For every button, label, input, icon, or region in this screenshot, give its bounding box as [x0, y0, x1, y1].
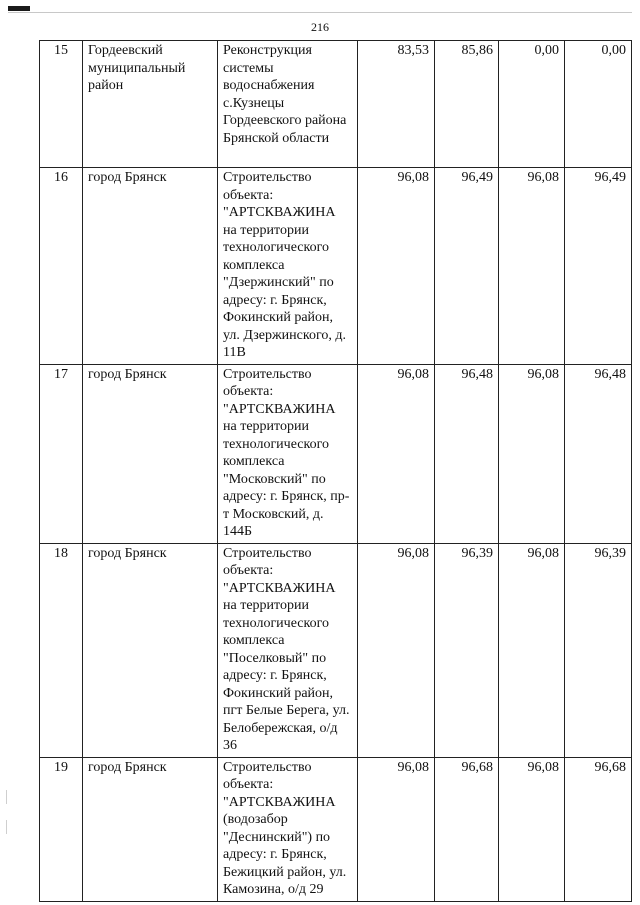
value-cell: 0,00	[565, 41, 632, 168]
scan-corner-mark	[8, 6, 30, 11]
objects-table	[39, 40, 632, 902]
municipality-cell: город Брянск	[83, 364, 218, 543]
row-number: 18	[40, 543, 83, 757]
value-cell: 85,86	[435, 41, 499, 168]
row-number: 15	[40, 41, 83, 168]
value-cell: 0,00	[499, 41, 565, 168]
value-cell: 96,08	[499, 364, 565, 543]
municipality-cell: Гордеевский муниципальный район	[83, 41, 218, 168]
value-cell: 83,53	[358, 41, 435, 168]
value-cell: 96,49	[565, 168, 632, 365]
value-cell: 96,08	[358, 543, 435, 757]
value-cell: 96,08	[358, 364, 435, 543]
value-cell: 96,39	[435, 543, 499, 757]
page-number: 216	[311, 20, 329, 34]
municipality-cell: город Брянск	[83, 543, 218, 757]
object-cell: Строительство объекта: "АРТСКВАЖИНА (водозабор "Деснинский") по адресу: г. Брянск, Бежицкий район, ул. Камозина, о/д 29	[218, 757, 358, 901]
table-row	[40, 543, 632, 757]
value-cell: 96,68	[565, 757, 632, 901]
value-cell: 96,08	[499, 757, 565, 901]
value-cell: 96,39	[565, 543, 632, 757]
row-number: 17	[40, 364, 83, 543]
value-cell: 96,48	[435, 364, 499, 543]
value-cell: 96,08	[499, 168, 565, 365]
value-cell: 96,68	[435, 757, 499, 901]
value-cell: 96,08	[358, 168, 435, 365]
value-cell: 96,08	[358, 757, 435, 901]
object-cell: Строительство объекта: "АРТСКВАЖИНА на территории технологического комплекса "Поселковый" по адресу: г. Брянск, Фокинский район, пгт Белые Берега, ул. Белобережская, о/д 36	[218, 543, 358, 757]
value-cell: 96,48	[565, 364, 632, 543]
value-cell: 96,49	[435, 168, 499, 365]
municipality-cell: город Брянск	[83, 168, 218, 365]
value-cell: 96,08	[499, 543, 565, 757]
scan-margin-mark	[6, 790, 7, 804]
object-cell: Строительство объекта: "АРТСКВАЖИНА на территории технологического комплекса "Московский" по адресу: г. Брянск, пр-т Московский, д. 144Б	[218, 364, 358, 543]
scan-margin-mark	[6, 820, 7, 834]
object-cell: Строительство объекта: "АРТСКВАЖИНА на территории технологического комплекса "Дзержинский" по адресу: г. Брянск, Фокинский район, ул. Дзержинского, д. 11В	[218, 168, 358, 365]
row-number: 19	[40, 757, 83, 901]
scan-top-line	[8, 12, 632, 13]
table-row	[40, 364, 632, 543]
table-row	[40, 757, 632, 901]
row-number: 16	[40, 168, 83, 365]
municipality-cell: город Брянск	[83, 757, 218, 901]
table-row	[40, 168, 632, 365]
table-row	[40, 41, 632, 168]
object-cell: Реконструкция системы водоснабжения с.Кузнецы Гордеевского района Брянской области	[218, 41, 358, 168]
